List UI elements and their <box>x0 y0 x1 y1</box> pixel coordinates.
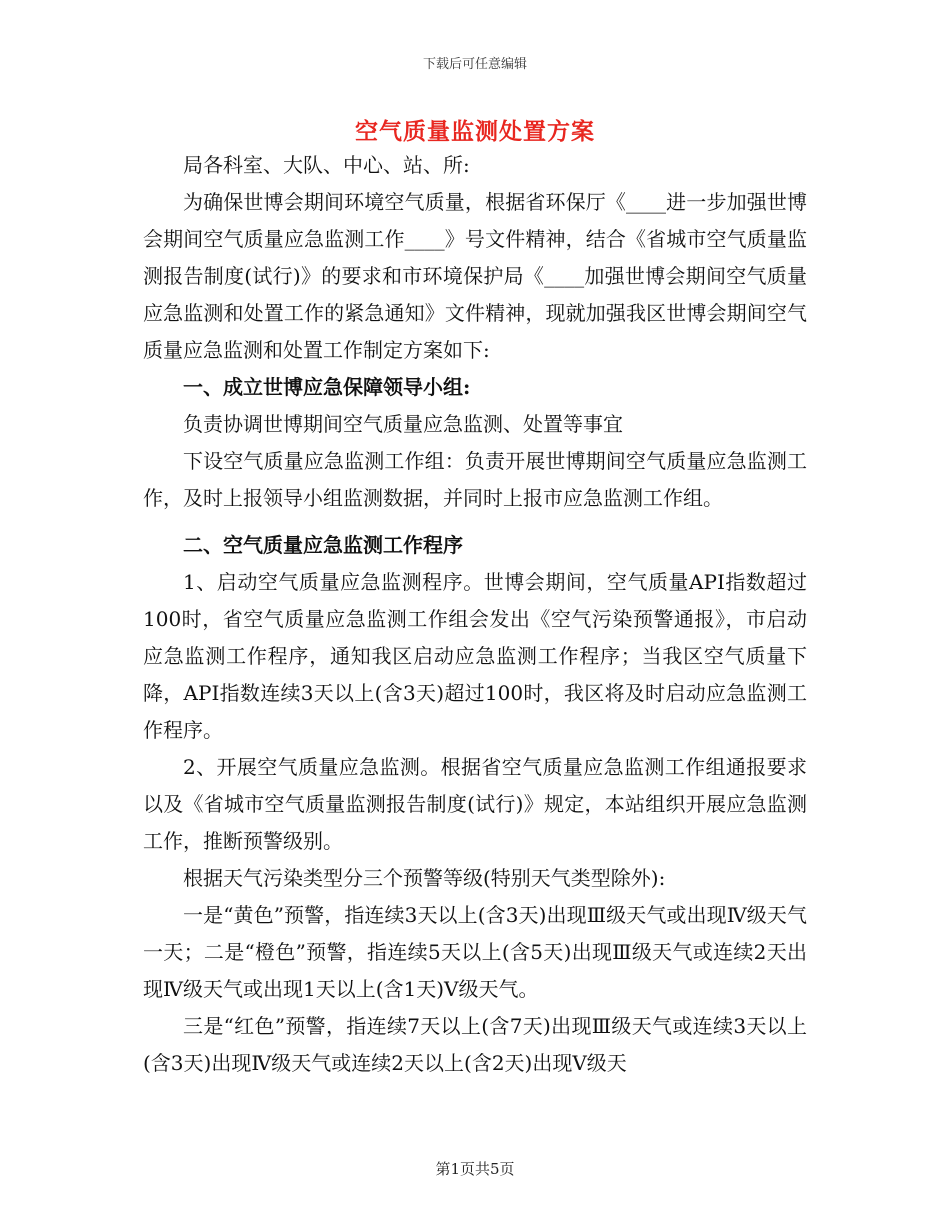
page-footer: 第1页共5页 <box>435 1160 515 1178</box>
paragraph: 1、启动空气质量应急监测程序。世博会期间，空气质量API指数超过100时，省空气质量应急监测工作组会发出《空气污染预警通报》，市启动应急监测工作程序，通知我区启动应急监测工作程序；当我区空气质量下降，API指数连续3天以上(含3天)超过100时，我区将及时启动应急监测工作程序。 <box>143 570 807 742</box>
document-title: 空气质量监测处置方案 <box>355 118 595 145</box>
section-heading-2: 二、空气质量应急监测工作程序 <box>183 533 463 557</box>
paragraph: 负责协调世博期间空气质量应急监测、处置等事宜 <box>183 412 623 436</box>
salutation: 局各科室、大队、中心、站、所: <box>183 153 470 177</box>
paragraph: 下设空气质量应急监测工作组：负责开展世博期间空气质量应急监测工作，及时上报领导小组监测数据，并同时上报市应急监测工作组。 <box>143 449 807 510</box>
intro-paragraph: 为确保世博会期间环境空气质量，根据省环保厅《____进一步加强世博会期间空气质量应急监测工作____》号文件精神，结合《省城市空气质量监测报告制度(试行)》的要求和市环境保护局《____加强世博会期间空气质量应急监测和处置工作的紧急通知》文件精神，现就加强我区世博会期间空气质量应急监测和处置工作制定方案如下: <box>143 190 807 362</box>
paragraph: 2、开展空气质量应急监测。根据省空气质量应急监测工作组通报要求以及《省城市空气质量监测报告制度(试行)》规定，本站组织开展应急监测工作，推断预警级别。 <box>143 755 807 853</box>
section-heading-1: 一、成立世博应急保障领导小组: <box>183 375 471 399</box>
paragraph: 三是“红色”预警，指连续7天以上(含7天)出现Ⅲ级天气或连续3天以上(含3天)出现Ⅳ级天气或连续2天以上(含2天)出现Ⅴ级天 <box>143 1014 807 1075</box>
paragraph: 根据天气污染类型分三个预警等级(特别天气类型除外): <box>183 866 666 890</box>
paragraph: 一是“黄色”预警，指连续3天以上(含3天)出现Ⅲ级天气或出现Ⅳ级天气一天；二是“橙色”预警，指连续5天以上(含5天)出现Ⅲ级天气或连续2天出现Ⅳ级天气或出现1天以上(含1天)Ⅴ级天气。 <box>143 903 807 1001</box>
header-note: 下载后可任意编辑 <box>422 57 527 72</box>
document-body <box>143 147 807 1082</box>
